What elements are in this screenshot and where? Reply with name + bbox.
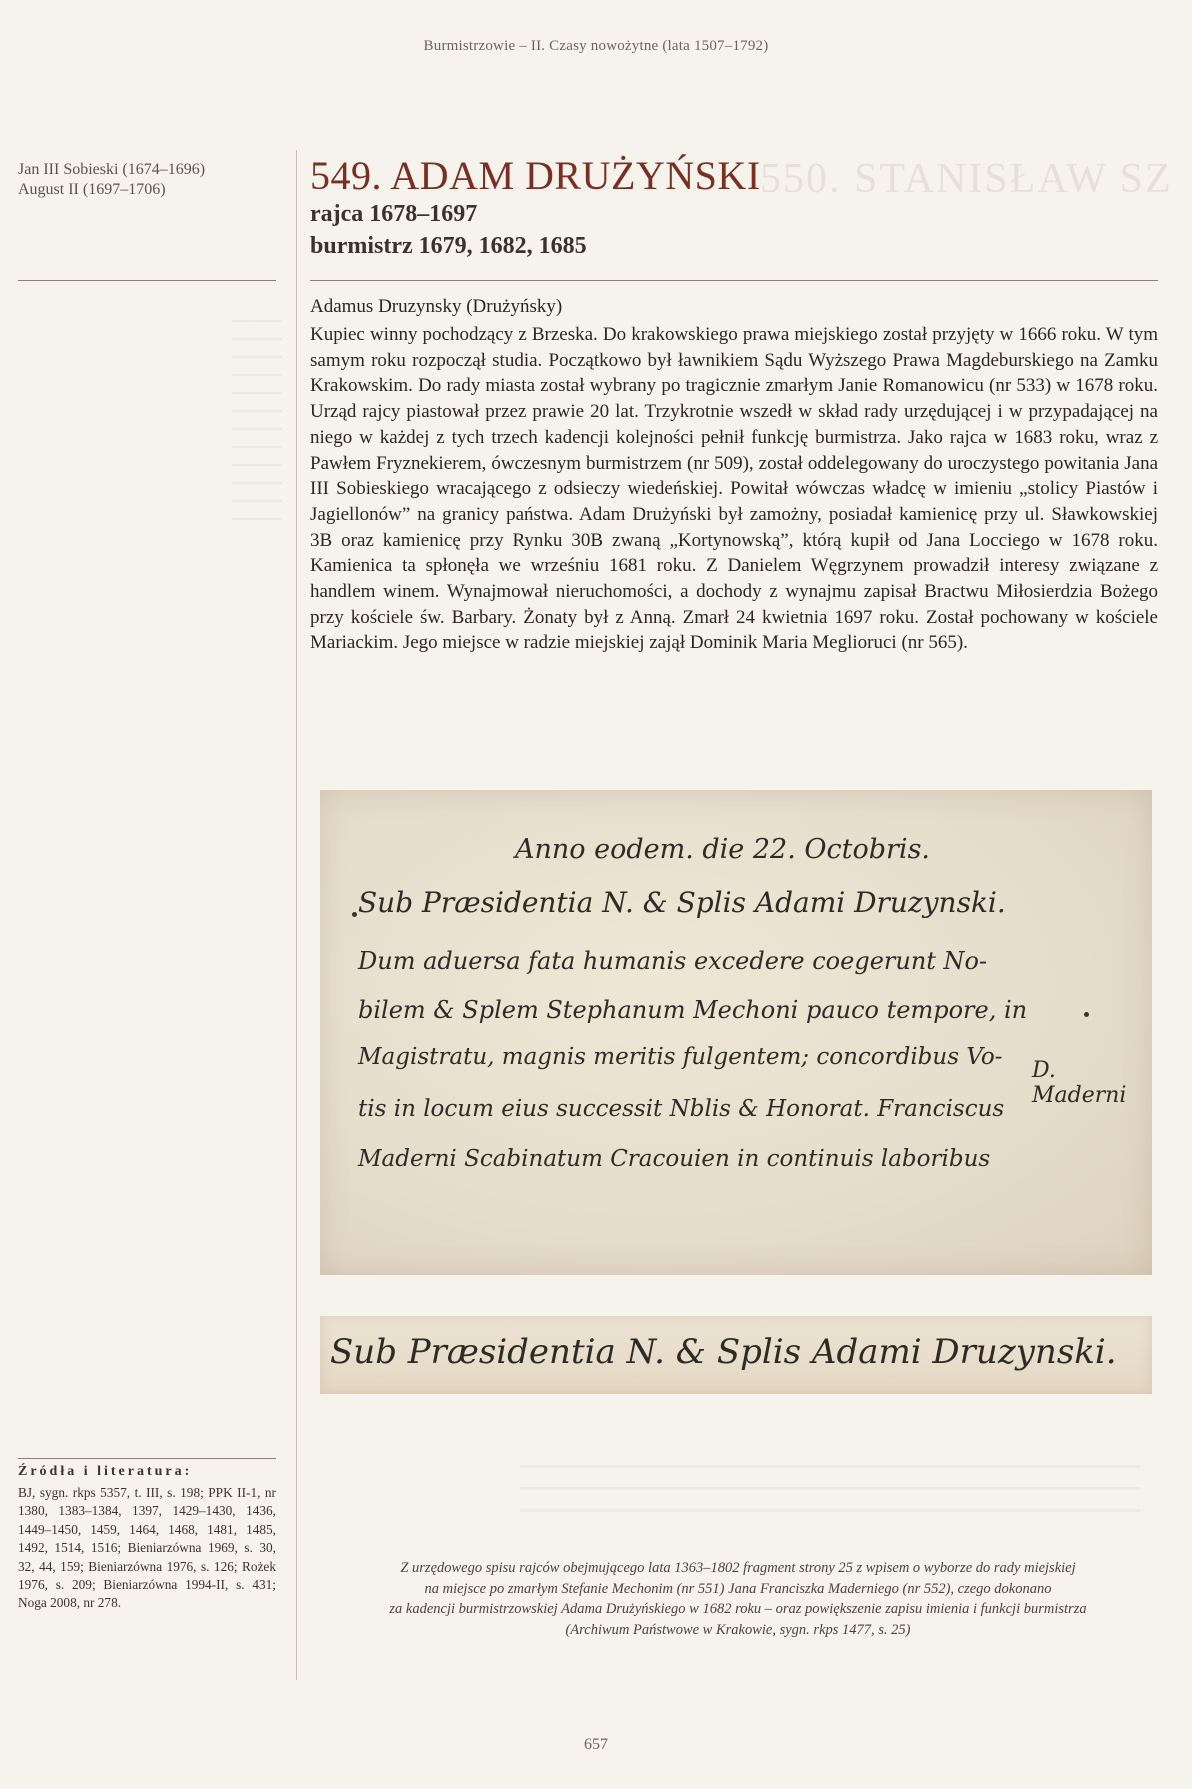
sources-heading: Źródła i literatura: xyxy=(18,1464,193,1479)
figure-caption xyxy=(318,1558,1158,1640)
entry-header xyxy=(310,154,1160,262)
manuscript-line: Maderni Scabinatum Cracouien in continuis laboribus xyxy=(358,1146,991,1172)
reign-line: August II (1697–1706) xyxy=(18,181,166,198)
manuscript-margin-note: D. Maderni xyxy=(1032,1058,1127,1108)
page-number: 657 xyxy=(584,1736,608,1753)
bleed-through-texture xyxy=(520,1465,1140,1525)
councillor-term: rajca 1678–1697 xyxy=(310,201,478,227)
mayor-terms: burmistrz 1679, 1682, 1685 xyxy=(310,233,587,259)
manuscript-line: Sub Præsidentia N. & Splis Adami Druzynski. xyxy=(358,886,1006,919)
biography-text: Kupiec winny pochodzący z Brzeska. Do krakowskiego prawa miejskiego został przyjęty w 1666 roku. W tym samym roku rozpoczął studia. Początkowo był ławnikiem Sądu Wyższego Prawa Magdeburskiego na Zamku Krakowskim. Do rady miasta został wybrany po tragicznie zmarłym Janie Romanowicu (nr 533) w 1678 roku. Urząd rajcy piastował przez prawie 20 lat. Trzykrotnie wszedł w skład rady urzędującej i w przypadającej na niego w każdej z tych trzech kadencji kolejności pełnił funkcję burmistrza. Jako rajca w 1683 roku, wraz z Pawłem Fryznekierem, ówczesnym burmistrzem (nr 509), został oddelegowany do uroczystego powitania Jana III Sobieskiego wracającego z odsieczy wiedeńskiej. Powitał wówczas władcę w imieniu „stolicy Piastów i Jagiellonów” na granicy państwa. Adam Drużyński był zamożny, posiadał kamienicę przy ul. Sławkowskiej 3B oraz kamienicę przy Rynku 30B zwaną „Kortynowską”, którą kupił od Jana Locciego w 1678 roku. Kamienica ta spłonęła we wrześniu 1681 roku. Z Danielem Węgrzynem prowadził interesy związane z handlem winem. Wynajmował nieruchomości, a dochody z wynajmu zapisał Bractwu Miłosierdzia Bożego przy kościele św. Barbary. Żonaty był z Anną. Zmarł 24 kwietnia 1697 roku. Został pochowany w kościele Mariackim. Jego miejsce w radzie miejskiej zajął Dominik Maria Meglioruci (nr 565). xyxy=(310,324,1158,654)
caption-line: za kadencji burmistrzowskiej Adama Drużyńskiego w 1682 roku – oraz powiększenie zapisu imienia i funkcji burmistrza xyxy=(389,1601,1087,1617)
ink-dot xyxy=(352,912,357,917)
column-divider xyxy=(296,150,297,1680)
bleed-through-texture xyxy=(232,320,282,520)
manuscript-enlargement xyxy=(320,1316,1152,1394)
entry-title: 549. ADAM DRUŻYŃSKI xyxy=(310,153,761,198)
name-variant: Adamus Druzynsky (Drużyńsky) xyxy=(310,296,563,317)
manuscript-line: Magistratu, magnis meritis fulgentem; concordibus Vo- xyxy=(358,1044,1003,1070)
sidebar-divider xyxy=(18,280,276,281)
manuscript-image xyxy=(320,790,1152,1275)
caption-line: Z urzędowego spisu rajców obejmującego lata 1363–1802 fragment strony 25 z wpisem o wyborze do rady miejskiej xyxy=(400,1560,1076,1576)
caption-line: na miejsce po zmarłym Stefanie Mechonim (nr 551) Jana Franciszka Maderniego (nr 552), czego dokonano xyxy=(424,1580,1052,1597)
caption-line: (Archiwum Państwowe w Krakowie, sygn. rkps 1477, s. 25) xyxy=(565,1621,911,1638)
sidebar-reigns xyxy=(18,160,276,200)
bleed-through-title: 550. STANISŁAW SZ xyxy=(760,156,1173,202)
manuscript-line: tis in locum eius successit Nblis & Honorat. Franciscus xyxy=(358,1096,1005,1122)
enlarged-inscription: Sub Præsidentia N. & Splis Adami Druzynski. xyxy=(330,1332,1117,1372)
sources-text: BJ, sygn. rkps 5357, t. III, s. 198; PPK II-1, nr 1380, 1383–1384, 1397, 1429–1430, 1436, 1449–1450, 1459, 1464, 1468, 1481, 1485, 1492, 1514, 1516; Bieniarzówna 1969, s. 30, 32, 44, 159; Bieniarzówna 1976, s. 126; Rożek 1976, s. 209; Bieniarzówna 1994-II, s. 431; Noga 2008, nr 278. xyxy=(18,1485,276,1611)
manuscript-line: Anno eodem. die 22. Octobris. xyxy=(515,834,931,865)
reign-line: Jan III Sobieski (1674–1696) xyxy=(18,161,206,178)
manuscript-line: Dum aduersa fata humanis excedere coegerunt No- xyxy=(358,947,988,975)
manuscript-line: bilem & Splem Stephanum Mechoni pauco tempore, in xyxy=(358,996,1028,1024)
entry-divider xyxy=(310,280,1158,281)
running-head: Burmistrzowie – II. Czasy nowożytne (lata 1507–1792) xyxy=(423,38,769,54)
sources-divider xyxy=(18,1458,276,1459)
ink-dot xyxy=(1084,1012,1089,1017)
